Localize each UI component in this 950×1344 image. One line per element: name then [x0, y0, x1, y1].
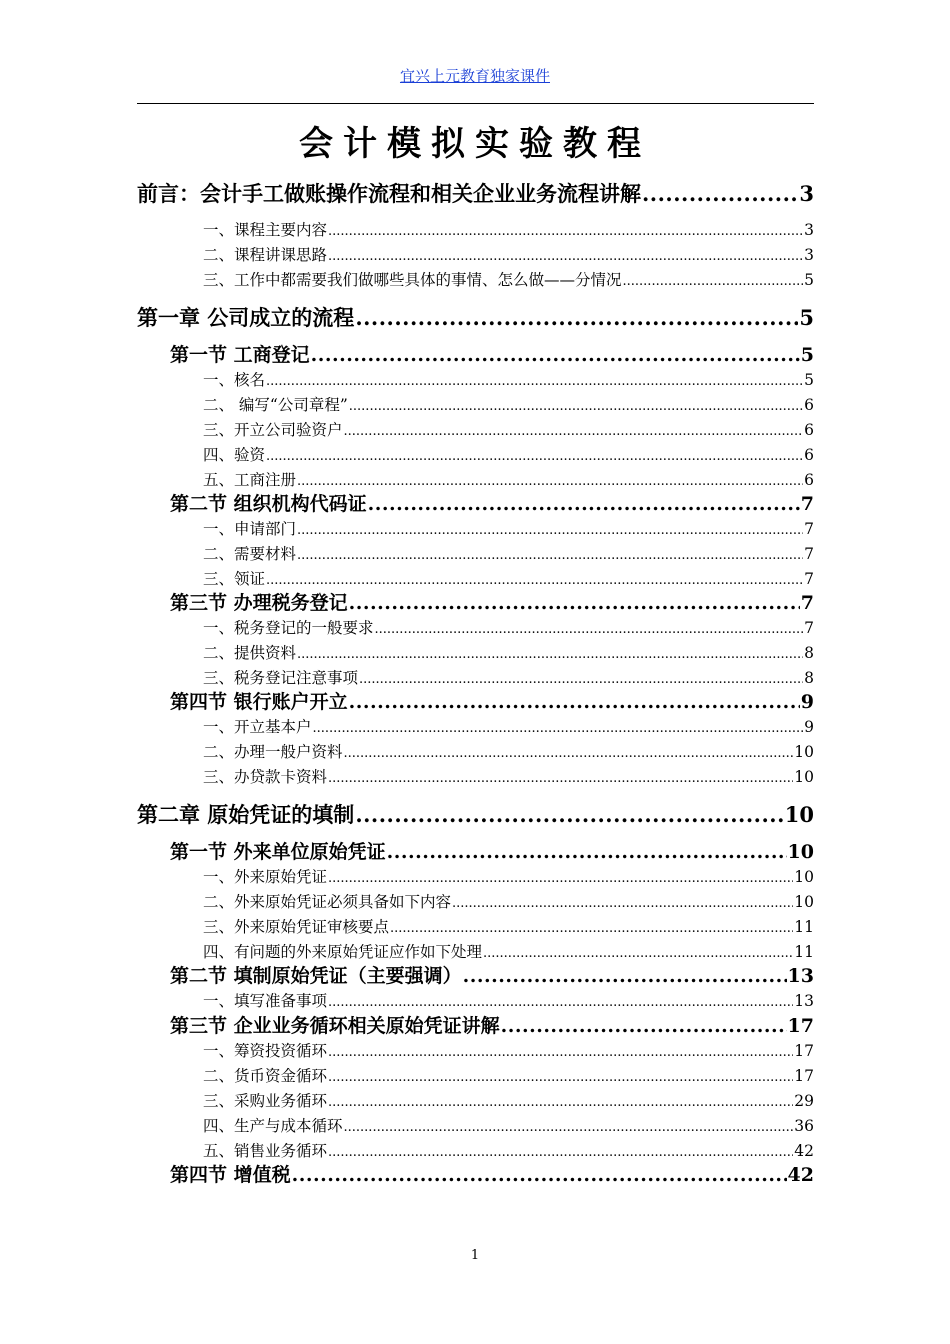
toc-dot-leader [623, 269, 804, 294]
toc-dot-leader [452, 891, 793, 916]
toc-dot-leader [297, 543, 803, 568]
toc-dot-leader [311, 343, 800, 368]
toc-entry-title: 第二章 原始凭证的填制 [137, 802, 355, 827]
toc-entry-title: 三、领证 [203, 570, 266, 588]
toc-dot-leader [349, 690, 800, 715]
toc-entry-level-3[interactable] [203, 915, 814, 940]
toc-entry-level-2[interactable] [170, 690, 814, 715]
toc-entry-level-2[interactable] [170, 591, 814, 616]
toc-entry-level-3[interactable] [203, 268, 814, 293]
toc-entry-page: 17 [794, 1042, 814, 1060]
toc-entry-level-3[interactable] [203, 989, 814, 1014]
toc-dot-leader [368, 492, 800, 517]
toc-dot-leader [313, 716, 804, 741]
toc-entry-page: 11 [794, 943, 814, 961]
toc-entry-page: 10 [794, 743, 814, 761]
toc-entry-level-3[interactable] [203, 468, 814, 493]
toc-entry-level-3[interactable] [203, 1039, 814, 1064]
toc-entry-title: 四、有问题的外来原始凭证应作如下处理 [203, 943, 483, 961]
toc-entry-level-3[interactable] [203, 1064, 814, 1089]
header-rule [137, 103, 814, 104]
toc-entry-page: 42 [794, 1142, 814, 1160]
toc-dot-leader [642, 180, 798, 208]
toc-entry-level-3[interactable] [203, 940, 814, 965]
toc-dot-leader [355, 304, 798, 332]
toc-entry-title: 三、办贷款卡资料 [203, 768, 328, 786]
toc-dot-leader [266, 369, 803, 394]
document-title: 会计模拟实验教程 [299, 124, 651, 164]
toc-entry-title: 第一节 外来单位原始凭证 [170, 841, 386, 863]
toc-dot-leader [292, 1163, 787, 1188]
toc-dot-leader [344, 741, 794, 766]
toc-dot-leader [266, 444, 803, 469]
toc-entry-page: 17 [787, 1015, 814, 1037]
toc-entry-page: 6 [804, 396, 814, 414]
toc-entry-page: 9 [804, 718, 814, 736]
toc-dot-leader [328, 1140, 793, 1165]
toc-entry-title: 第二节 填制原始凭证（主要强调） [170, 965, 462, 987]
page-number: 1 [470, 1248, 480, 1263]
toc-entry-title: 二、提供资料 [203, 644, 297, 662]
toc-entry-level-3[interactable] [203, 1114, 814, 1139]
toc-dot-leader [328, 866, 793, 891]
toc-dot-leader [328, 244, 803, 269]
toc-entry-title: 一、税务登记的一般要求 [203, 619, 374, 637]
toc-entry-page: 10 [794, 893, 814, 911]
toc-entry-title: 三、开立公司验资户 [203, 421, 343, 439]
toc-dot-leader [328, 766, 793, 791]
toc-dot-leader [328, 219, 803, 244]
toc-entry-level-3[interactable] [203, 443, 814, 468]
toc-entry-level-3[interactable] [203, 243, 814, 268]
toc-entry-title: 第二节 组织机构代码证 [170, 493, 367, 515]
toc-entry-title: 前言：会计手工做账操作流程和相关企业业务流程讲解 [137, 181, 641, 206]
toc-entry-page: 10 [787, 841, 814, 863]
toc-entry-title: 一、填写准备事项 [203, 992, 328, 1010]
toc-entry-page: 3 [799, 181, 814, 206]
toc-entry-level-3[interactable] [203, 641, 814, 666]
toc-entry-page: 7 [804, 520, 814, 538]
toc-entry-page: 6 [804, 446, 814, 464]
toc-entry-title: 一、开立基本户 [203, 718, 312, 736]
toc-entry-title: 五、销售业务循环 [203, 1142, 328, 1160]
toc-entry-page: 7 [800, 592, 814, 614]
toc-entry-level-3[interactable] [203, 368, 814, 393]
page-header[interactable]: 宜兴上元教育独家课件 [399, 67, 550, 85]
toc-entry-level-3[interactable] [203, 740, 814, 765]
toc-entry-title: 二、办理一般户资料 [203, 743, 343, 761]
toc-entry-title: 第一章 公司成立的流程 [137, 305, 355, 330]
toc-entry-level-3[interactable] [203, 418, 814, 443]
toc-entry-title: 三、税务登记注意事项 [203, 669, 359, 687]
toc-entry-page: 6 [804, 471, 814, 489]
toc-entry-level-2[interactable] [170, 964, 814, 989]
toc-entry-level-2[interactable] [170, 1163, 814, 1188]
toc-entry-level-1[interactable] [137, 180, 814, 208]
toc-entry-page: 3 [804, 246, 814, 264]
toc-entry-level-1[interactable] [137, 304, 814, 332]
toc-entry-page: 13 [787, 965, 814, 987]
toc-dot-leader [359, 667, 803, 692]
toc-entry-title: 第四节 银行账户开立 [170, 691, 348, 713]
toc-dot-leader [390, 916, 793, 941]
toc-dot-leader [328, 1090, 793, 1115]
toc-entry-level-3[interactable] [203, 517, 814, 542]
toc-entry-title: 二、 编写“公司章程” [203, 396, 348, 414]
toc-entry-title: 第一节 工商登记 [170, 344, 310, 366]
toc-dot-leader [463, 964, 787, 989]
toc-entry-level-2[interactable] [170, 343, 814, 368]
toc-entry-page: 5 [800, 344, 814, 366]
toc-entry-level-3[interactable] [203, 616, 814, 641]
toc-entry-page: 3 [804, 221, 814, 239]
toc-entry-level-3[interactable] [203, 765, 814, 790]
toc-entry-level-3[interactable] [203, 865, 814, 890]
toc-entry-title: 二、需要材料 [203, 545, 297, 563]
toc-entry-page: 8 [804, 669, 814, 687]
toc-entry-title: 三、采购业务循环 [203, 1092, 328, 1110]
toc-entry-page: 5 [804, 371, 814, 389]
toc-dot-leader [328, 1065, 793, 1090]
toc-entry-page: 10 [784, 802, 814, 827]
toc-entry-page: 10 [794, 768, 814, 786]
toc-entry-page: 7 [804, 545, 814, 563]
toc-entry-title: 第三节 办理税务登记 [170, 592, 348, 614]
toc-entry-page: 5 [804, 271, 814, 289]
toc-entry-page: 17 [794, 1067, 814, 1085]
toc-entry-level-3[interactable] [203, 393, 814, 418]
toc-entry-level-3[interactable] [203, 567, 814, 592]
toc-entry-level-3[interactable] [203, 542, 814, 567]
toc-dot-leader [349, 591, 800, 616]
toc-entry-page: 29 [794, 1092, 814, 1110]
toc-entry-level-3[interactable] [203, 666, 814, 691]
toc-dot-leader [297, 469, 803, 494]
toc-dot-leader [483, 941, 793, 966]
toc-entry-level-1[interactable] [137, 801, 814, 829]
toc-entry-level-2[interactable] [170, 492, 814, 517]
toc-entry-title: 一、外来原始凭证 [203, 868, 328, 886]
toc-dot-leader [387, 840, 787, 865]
toc-dot-leader [328, 1040, 793, 1065]
toc-entry-level-3[interactable] [203, 715, 814, 740]
toc-entry-title: 一、筹资投资循环 [203, 1042, 328, 1060]
toc-dot-leader [266, 568, 803, 593]
toc-entry-page: 13 [794, 992, 814, 1010]
toc-dot-leader [344, 1115, 794, 1140]
toc-entry-level-3[interactable] [203, 1139, 814, 1164]
toc-dot-leader [375, 617, 804, 642]
toc-entry-page: 6 [804, 421, 814, 439]
toc-entry-title: 四、验资 [203, 446, 266, 464]
toc-entry-title: 一、核名 [203, 371, 266, 389]
toc-dot-leader [328, 990, 793, 1015]
toc-entry-page: 8 [804, 644, 814, 662]
toc-entry-page: 7 [800, 493, 814, 515]
toc-entry-title: 二、货币资金循环 [203, 1067, 328, 1085]
toc-entry-page: 36 [794, 1117, 814, 1135]
toc-dot-leader [297, 518, 803, 543]
toc-entry-title: 一、课程主要内容 [203, 221, 328, 239]
toc-entry-page: 5 [799, 305, 814, 330]
toc-entry-level-2[interactable] [170, 1014, 814, 1039]
toc-entry-page: 7 [804, 619, 814, 637]
toc-dot-leader [355, 801, 783, 829]
toc-dot-leader [501, 1014, 787, 1039]
toc-entry-title: 五、工商注册 [203, 471, 297, 489]
toc-dot-leader [349, 394, 803, 419]
toc-entry-level-3[interactable] [203, 218, 814, 243]
toc-entry-title: 三、工作中都需要我们做哪些具体的事情、怎么做——分情况 [203, 271, 622, 289]
toc-entry-level-3[interactable] [203, 890, 814, 915]
toc-entry-title: 第四节 增值税 [170, 1164, 291, 1186]
toc-entry-title: 四、生产与成本循环 [203, 1117, 343, 1135]
toc-entry-page: 7 [804, 570, 814, 588]
toc-dot-leader [297, 642, 803, 667]
toc-entry-title: 第三节 企业业务循环相关原始凭证讲解 [170, 1015, 500, 1037]
toc-entry-title: 三、外来原始凭证审核要点 [203, 918, 390, 936]
toc-entry-page: 42 [787, 1164, 814, 1186]
toc-entry-title: 二、外来原始凭证必须具备如下内容 [203, 893, 452, 911]
toc-entry-page: 11 [794, 918, 814, 936]
toc-entry-title: 一、申请部门 [203, 520, 297, 538]
toc-entry-level-2[interactable] [170, 840, 814, 865]
toc-entry-level-3[interactable] [203, 1089, 814, 1114]
toc-entry-page: 9 [800, 691, 814, 713]
toc-entry-page: 10 [794, 868, 814, 886]
toc-entry-title: 二、课程讲课思路 [203, 246, 328, 264]
toc-dot-leader [344, 419, 804, 444]
